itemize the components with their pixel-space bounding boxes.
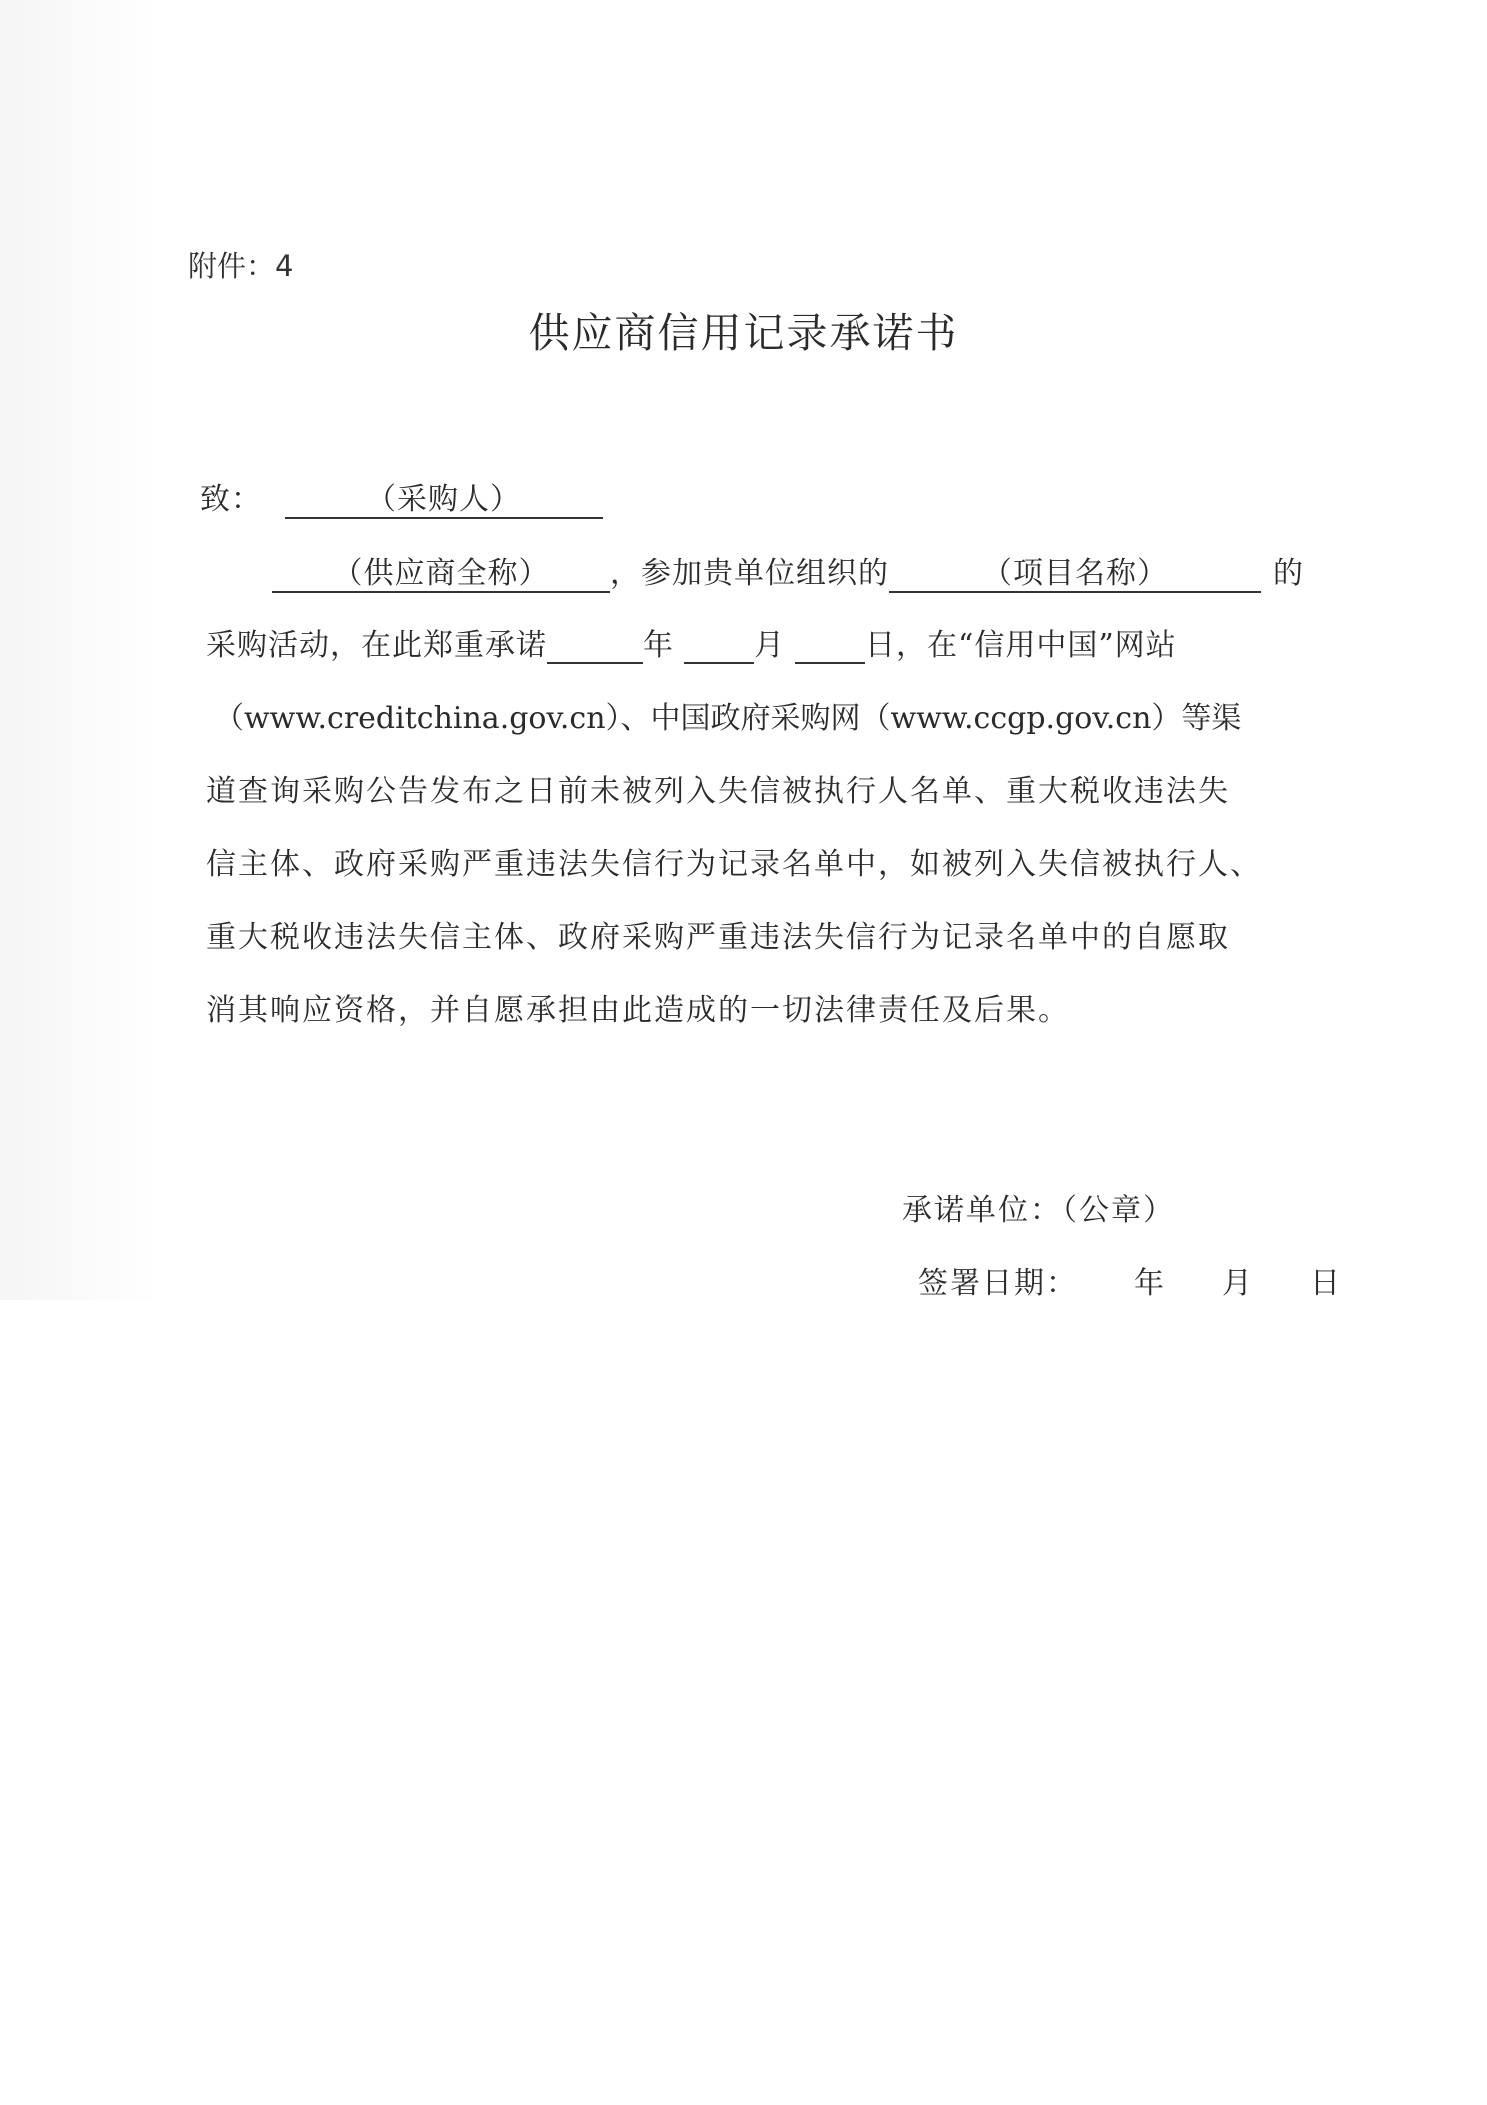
signature-day: 日 (1310, 1266, 1342, 1301)
paragraph-month: 月 (754, 628, 785, 663)
paragraph-line-6: 重大税收违法失信主体、政府采购严重违法失信行为记录名单中的自愿取 (206, 920, 1230, 955)
paragraph-year: 年 (643, 628, 674, 663)
addressee-line (200, 474, 603, 519)
paragraph-text-join: ，参加贵单位组织的 (610, 556, 889, 591)
attachment-label: 附件：4 (188, 249, 294, 283)
paragraph-line-2 (206, 620, 1177, 664)
paragraph-line-3: （www.creditchina.gov.cn）、中国政府采购网（www.ccgp.gov.cn）等渠 (214, 701, 1242, 736)
paragraph-line-4: 道查询采购公告发布之日前未被列入失信被执行人名单、重大税收违法失 (206, 774, 1230, 809)
purchaser-placeholder: （采购人） (366, 482, 522, 517)
document-title: 供应商信用记录承诺书 (528, 309, 959, 357)
paragraph-text-line2-b: 日，在“信用中国”网站 (865, 628, 1177, 663)
signature-date-label: 签署日期： (918, 1266, 1078, 1301)
scan-shadow (0, 0, 160, 1300)
project-blank (889, 557, 1261, 593)
paragraph-text-line2-a: 采购活动，在此郑重承诺 (206, 628, 547, 663)
supplier-placeholder: （供应商全称） (332, 556, 550, 591)
signature-month: 月 (1222, 1266, 1254, 1301)
addressee-prefix: 致： (200, 482, 262, 517)
month-blank (684, 628, 754, 664)
signature-date (918, 1258, 1342, 1302)
supplier-blank (272, 557, 610, 593)
paragraph-line-5: 信主体、政府采购严重违法失信行为记录名单中，如被列入失信被执行人、 (206, 847, 1262, 882)
paragraph-text-de: 的 (1273, 556, 1304, 591)
purchaser-blank (285, 483, 603, 519)
paragraph-line-7: 消其响应资格，并自愿承担由此造成的一切法律责任及后果。 (206, 993, 1070, 1028)
project-placeholder: （项目名称） (982, 556, 1168, 591)
signature-unit: 承诺单位：（公章） (902, 1193, 1175, 1228)
paragraph-line-1 (272, 548, 1304, 593)
signature-year: 年 (1134, 1266, 1166, 1301)
year-blank (547, 628, 643, 664)
day-blank (795, 628, 865, 664)
